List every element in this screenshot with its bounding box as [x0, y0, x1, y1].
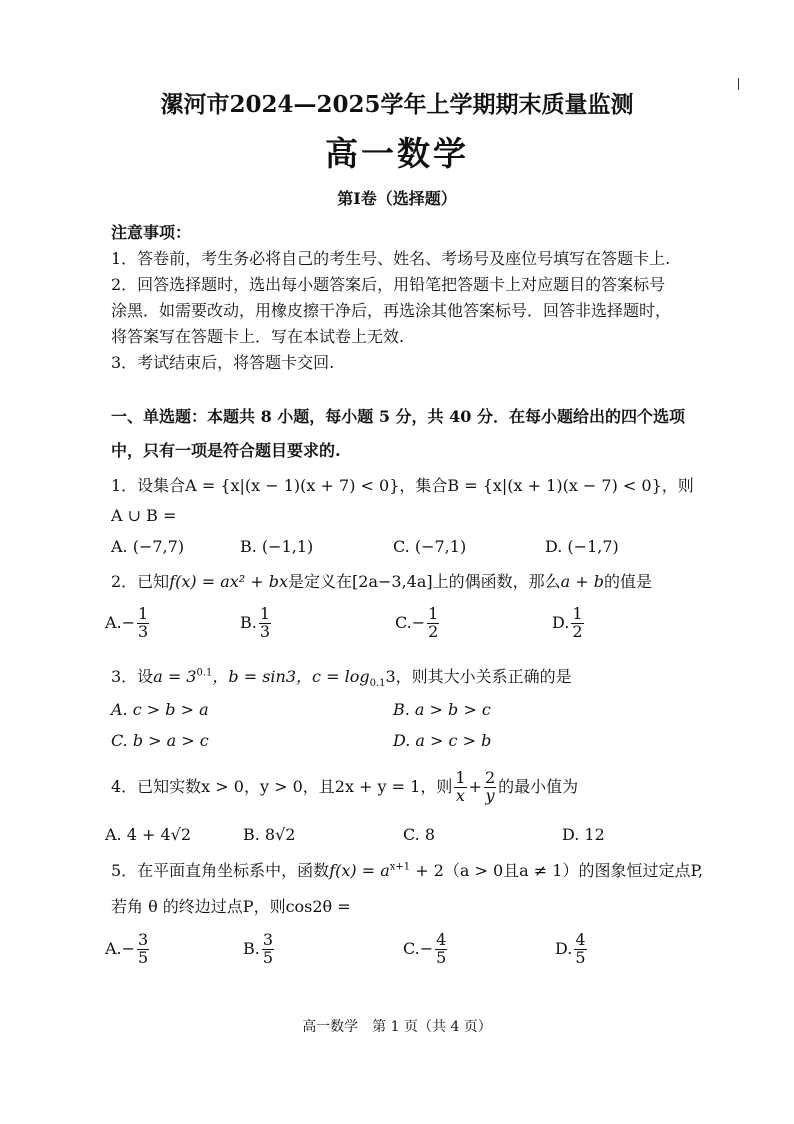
- note-line: 涂黑．如需要改动，用橡皮擦干净后，再选涂其他答案标号．回答非选择题时，: [111, 301, 672, 320]
- q1-stem: 1．设集合A = {x|(x − 1)(x + 7) < 0}，集合B = {x|(x + 1)(x − 7) < 0}，则: [111, 476, 694, 495]
- exam-title: 漯河市2024—2025学年上学期期末质量监测: [160, 91, 634, 118]
- q5-option-c: C.− $\frac{4}{5}$: [403, 930, 447, 967]
- q4-option-b: B. 8√2: [243, 825, 296, 844]
- q1-option-a: A. (−7,7): [111, 537, 185, 556]
- note-line: 3．考试结束后，将答题卡交回.: [111, 353, 335, 372]
- q3-stem: 3．设$a = 3^{0.1}$，b = sin3，$c = \log_{0.1}3$，则其大小关系正确的是: [111, 667, 572, 690]
- notes-heading: 注意事项：: [111, 223, 192, 242]
- q5-stem-cont: 若角 θ 的终边过点P，则cos2θ =: [111, 897, 351, 916]
- q3-option-a: A. c > b > a: [111, 700, 209, 719]
- section-title: 第Ⅰ卷（选择题）: [337, 189, 457, 208]
- q5-option-d: D. $\frac{4}{5}$: [555, 930, 586, 967]
- note-line: 1．答卷前，考生务必将自己的考生号、姓名、考场号及座位号填写在答题卡上.: [111, 249, 671, 268]
- q1-option-b: B. (−1,1): [240, 537, 314, 556]
- q1-option-c: C. (−7,1): [393, 537, 467, 556]
- subject-title: 高一数学: [325, 134, 469, 173]
- q2-option-d: D. $\frac{1}{2}$: [552, 604, 583, 641]
- section1-line1: 一、单选题：本题共 8 小题，每小题 5 分，共 40 分．在每小题给出的四个选项: [111, 407, 685, 426]
- q3-option-d: D. a > c > b: [393, 731, 492, 750]
- q5-option-b: B. $\frac{3}{5}$: [243, 930, 274, 967]
- q4-stem: 4．已知实数x > 0，y > 0，且2x + y = 1，则 $\frac{1}{x}$ + $\frac{2}{y}$ 的最小值为: [111, 768, 579, 805]
- q2-stem: 2．已知f(x) = ax² + bx是定义在[2a−3,4a]上的偶函数，那么a + b的值是: [111, 572, 653, 591]
- q2-option-a: A.− $\frac{1}{3}$: [105, 604, 149, 641]
- q3-option-b: B. a > b > c: [393, 700, 491, 719]
- q5-stem: 5．在平面直角坐标系中，函数$f(x) = a^{x+1} + 2(a > 0$且a ≠ 1）的图象恒过定点P,: [111, 861, 704, 880]
- q5-option-a: A.− $\frac{3}{5}$: [105, 930, 149, 967]
- q4-option-c: C. 8: [403, 825, 436, 844]
- q3-option-c: C. b > a > c: [111, 731, 209, 750]
- q4-option-a: A. 4 + 4√2: [105, 825, 192, 844]
- q1-option-d: D. (−1,7): [545, 537, 619, 556]
- q2-option-b: B. $\frac{1}{3}$: [240, 604, 271, 641]
- page-footer: 高一数学 第 1 页（共 4 页）: [302, 1019, 492, 1035]
- q2-option-c: C.− $\frac{1}{2}$: [395, 604, 439, 641]
- q4-option-d: D. 12: [562, 825, 605, 844]
- q1-stem-cont: A ∪ B =: [111, 506, 177, 525]
- section1-line2: 中，只有一项是符合题目要求的.: [111, 441, 341, 460]
- note-line: 将答案写在答题卡上．写在本试卷上无效.: [111, 327, 405, 346]
- note-line: 2．回答选择题时，选出每小题答案后，用铅笔把答题卡上对应题目的答案标号: [111, 275, 666, 294]
